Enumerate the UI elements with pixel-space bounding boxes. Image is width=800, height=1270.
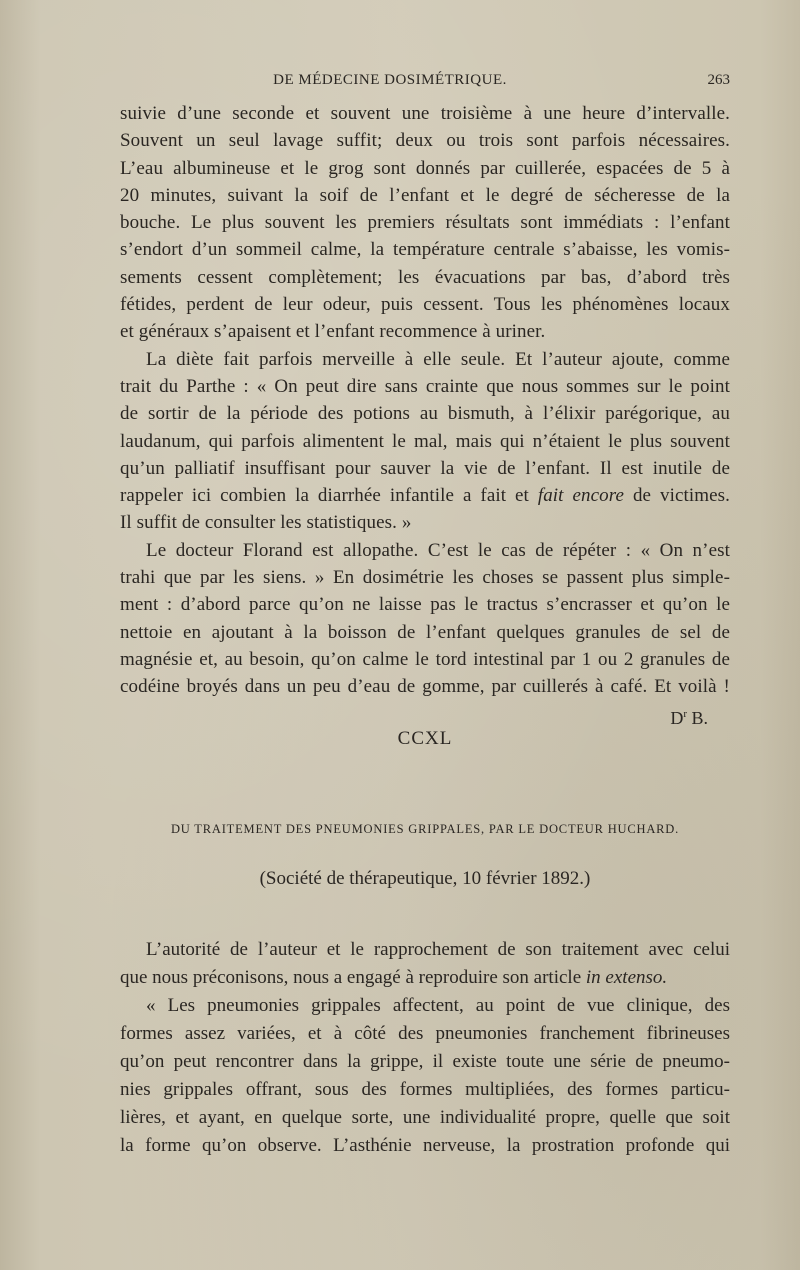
- running-head: [120, 72, 730, 94]
- text-line: nies grippales offrant, sous des formes multipliées, des formes particu-: [120, 1079, 730, 1100]
- text-line: [120, 482, 730, 509]
- body-text-top: [120, 100, 730, 732]
- signature-prefix: D: [670, 707, 684, 728]
- text-segment: rappeler ici combien la diarrhée infantile a fait et: [120, 485, 538, 507]
- text-line: 20 minutes, suivant la soif de l’enfant et le degré de sécheresse de la: [120, 184, 730, 206]
- text-line: de sortir de la période des potions au bismuth, à l’élixir parégorique, au: [120, 403, 730, 425]
- text-line: la forme qu’on observe. L’asthénie nerveuse, la prostration profonde qui: [120, 1135, 730, 1156]
- text-line: s’endort d’un sommeil calme, la température centrale s’abaisse, les vomis-: [120, 239, 730, 261]
- text-line: trait du Parthe : « On peut dire sans crainte que nous sommes sur le point: [120, 375, 730, 397]
- text-line: bouche. Le plus souvent les premiers résultats sont immédiats : l’enfant: [120, 212, 730, 234]
- section-number: CCXL: [397, 728, 453, 749]
- text-line: laudanum, qui parfois alimentent le mal, mais qui n’étaient le plus souvent: [120, 430, 730, 452]
- section-subtitle: (Société de thérapeutique, 10 février 1892.): [259, 868, 591, 889]
- text-line: nettoie en ajoutant à la boisson de l’enfant quelques granules de sel de: [120, 621, 730, 643]
- text-line: L’eau albumineuse et le grog sont donnés par cuillerée, espacées de 5 à: [120, 157, 730, 179]
- text-line: « Les pneumonies grippales affectent, au point de vue clinique, des: [146, 995, 730, 1016]
- text-line: qu’on peut rencontrer dans la grippe, il existe toute une série de pneumo-: [120, 1051, 730, 1072]
- text-line: L’autorité de l’auteur et le rapprochement de son traitement avec celui: [146, 939, 730, 960]
- italic-phrase: fait encore: [537, 485, 625, 507]
- paragraph-1: [120, 100, 730, 346]
- text-line: Le docteur Florand est allopathe. C’est le cas de répéter : « On n’est: [146, 539, 730, 561]
- text-line: lières, et ayant, en quelque sorte, une individualité propre, quelle que soit: [120, 1107, 730, 1128]
- text-line: sements cessent complètement; les évacuations par bas, d’abord très: [120, 266, 730, 288]
- page-number: 263: [707, 72, 730, 88]
- paragraph-5: [120, 992, 730, 1160]
- running-title: DE MÉDECINE DOSIMÉTRIQUE.: [273, 72, 507, 88]
- body-text-bottom: [120, 936, 730, 1160]
- text-line: formes assez variées, et à côté des pneumonies franchement fibrineuses: [120, 1023, 730, 1044]
- text-line: et généraux s’apaisent et l’enfant recommence à uriner.: [120, 321, 546, 343]
- text-line: trahi que par les siens. » En dosimétrie les choses se passent plus simple-: [120, 567, 730, 589]
- paragraph-4: [120, 936, 730, 992]
- text-segment: que nous préconisons, nous a engagé à reproduire son article: [120, 967, 586, 988]
- text-line: Il suffit de consulter les statistiques. »: [120, 512, 412, 534]
- text-line: fétides, perdent de leur odeur, puis cessent. Tous les phénomènes locaux: [120, 294, 730, 316]
- text-line: ment : d’abord parce qu’on ne laisse pas le tractus s’encrasser et qu’on le: [120, 594, 730, 616]
- text-line: magnésie et, au besoin, qu’on calme le tord intestinal par 1 ou 2 granules de: [120, 648, 730, 670]
- text-line: La diète fait parfois merveille à elle seule. Et l’auteur ajoute, comme: [146, 348, 730, 370]
- paragraph-3: [120, 537, 730, 701]
- signature-name: B.: [691, 707, 708, 728]
- signature: [120, 701, 730, 732]
- text-line: [120, 964, 730, 992]
- paragraph-2: [120, 346, 730, 537]
- text-line: codéine broyés dans un peu d’eau de gomme, par cuillerés à café. Et voilà !: [120, 676, 730, 698]
- text-line: suivie d’une seconde et souvent une troisième à une heure d’intervalle.: [120, 103, 730, 124]
- signature-sup: r: [683, 707, 687, 720]
- text-line: Souvent un seul lavage suffit; deux ou trois sont parfois nécessaires.: [120, 130, 730, 152]
- section-title: DU TRAITEMENT DES PNEUMONIES GRIPPALES, PAR LE DOCTEUR HUCHARD.: [170, 822, 680, 836]
- text-line: qu’un palliatif insuffisant pour sauver la vie de l’enfant. Il est inutile de: [120, 457, 730, 479]
- italic-phrase: in extenso.: [585, 967, 668, 988]
- text-segment: de victimes.: [624, 485, 730, 507]
